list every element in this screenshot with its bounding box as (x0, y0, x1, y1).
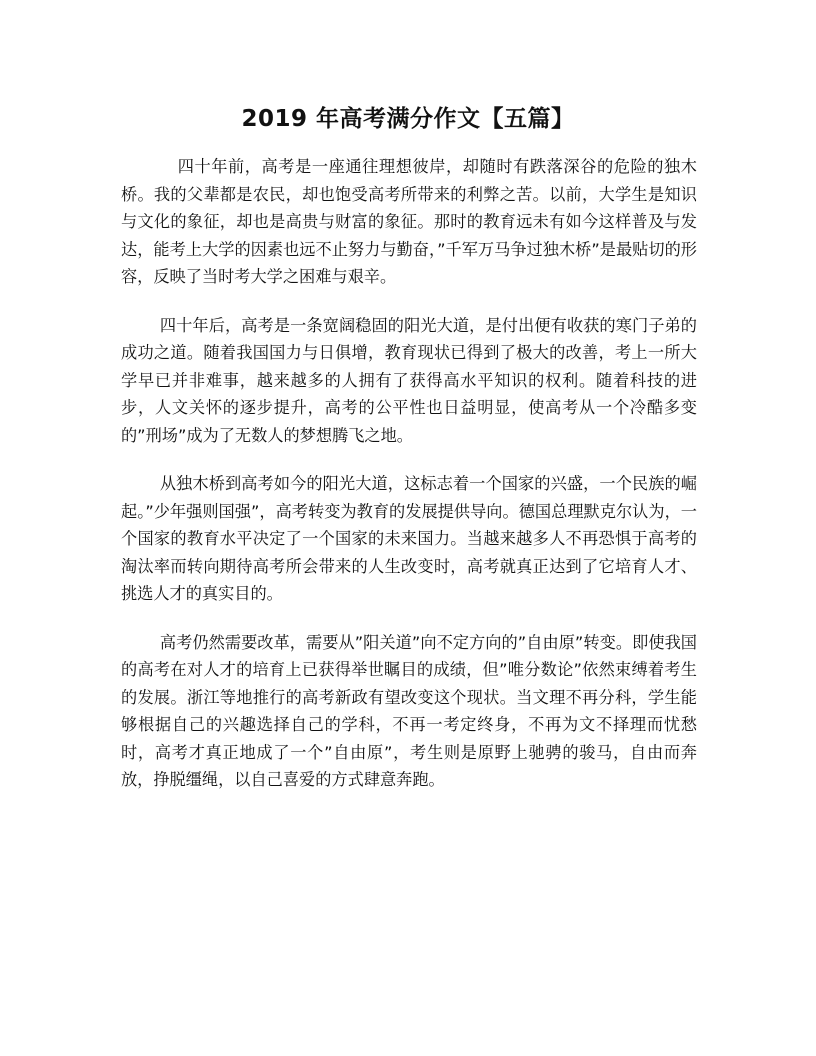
paragraph-1: 四十年前，高考是一座通往理想彼岸，却随时有跌落深谷的危险的独木桥。我的父辈都是农民，却也饱受高考所带来的利弊之苦。以前，大学生是知识与文化的象征，却也是高贵与财富的象征。那时的教育远未有如今这样普及与发达，能考上大学的因素也远不止努力与勤奋，”千军万马争过独木桥”是最贴切的形容，反映了当时考大学之困难与艰辛。 (121, 157, 697, 286)
document-title: 2019 年高考满分作文【五篇】 (241, 106, 575, 132)
paragraph-2: 四十年后，高考是一条宽阔稳固的阳光大道，是付出便有收获的寒门子弟的成功之道。随着我国国力与日俱增，教育现状已得到了极大的改善，考上一所大学早已并非难事，越来越多的人拥有了获得高水平知识的权利。随着科技的进步，人文关怀的逐步提升，高考的公平性也日益明显，使高考从一个冷酷多变的”刑场”成为了无数人的梦想腾飞之地。 (121, 315, 697, 445)
document-body (121, 153, 697, 815)
paragraph-4: 高考仍然需要改革，需要从”阳关道”向不定方向的”自由原”转变。即使我国的高考在对人才的培育上已获得举世瞩目的成绩，但”唯分数论”依然束缚着考生的发展。浙江等地推行的高考新政有望改变这个现状。当文理不再分科，学生能够根据自己的兴趣选择自己的学科，不再一考定终身，不再为文不择理而忧愁时，高考才真正地成了一个”自由原”，考生则是原野上驰骋的骏马，自由而奔放，挣脱缰绳，以自己喜爱的方式肆意奔跑。 (121, 632, 697, 789)
paragraph-3: 从独木桥到高考如今的阳光大道，这标志着一个国家的兴盛，一个民族的崛起。”少年强则国强”，高考转变为教育的发展提供导向。德国总理默克尔认为，一个国家的教育水平决定了一个国家的未来国力。当越来越多人不再恐惧于高考的淘汰率而转向期待高考所会带来的人生改变时，高考就真正达到了它培育人才、挑选人才的真实目的。 (121, 474, 697, 603)
